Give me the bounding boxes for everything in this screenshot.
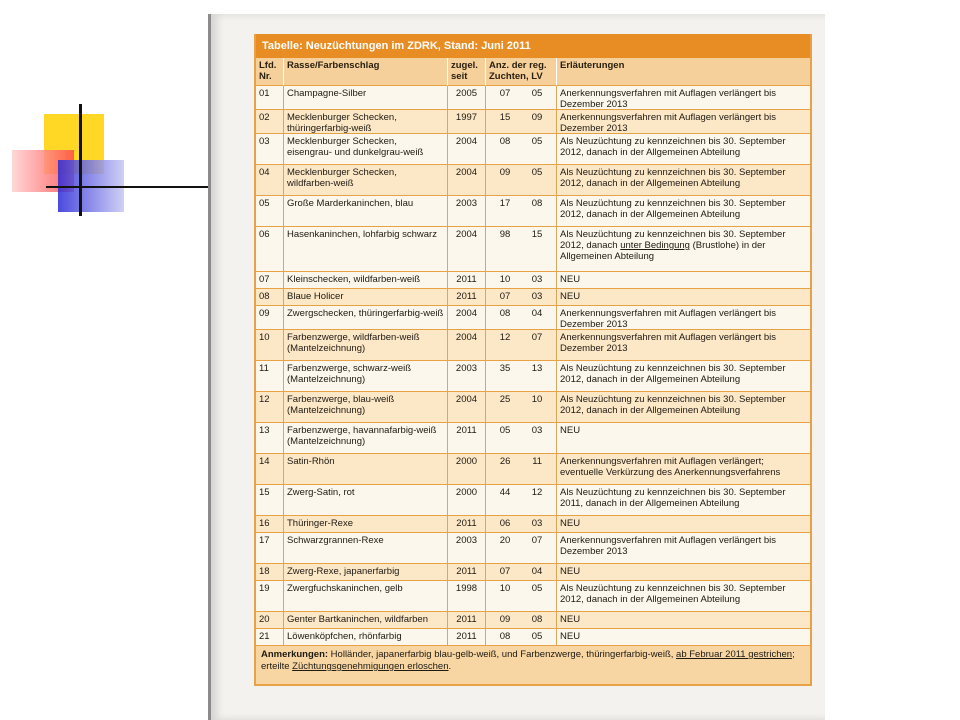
- cell-zuchten: 07: [499, 291, 511, 302]
- cell-anz: [486, 134, 557, 165]
- note-text-1: Holländer, japanerfarbig blau-gelb-weiß, und Farbenzwerge, thüringerfarbig-weiß,: [328, 649, 677, 660]
- cell-nr: 06: [256, 227, 284, 272]
- cell-zugel: 2003: [448, 533, 486, 564]
- cell-nr: 17: [256, 533, 284, 564]
- cell-lv: 04: [531, 308, 543, 319]
- cell-erl: NEU: [557, 629, 810, 646]
- cell-lv: 15: [531, 229, 543, 240]
- cell-rasse: Thüringer-Rexe: [284, 516, 448, 533]
- note-label: Anmerkungen:: [261, 649, 329, 660]
- cell-zugel: 2011: [448, 564, 486, 581]
- cell-lv: 04: [531, 566, 543, 577]
- cell-rasse: Farbenzwerge, wildfarben-weiß (Mantelzeichnung): [284, 330, 448, 361]
- header-erl: Erläuterungen: [557, 58, 810, 86]
- table-row: [256, 306, 810, 330]
- deco-line-horizontal: [46, 186, 208, 188]
- note-text-3: .: [448, 661, 452, 672]
- cell-erl: Anerkennungsverfahren mit Auflagen verlängert bis Dezember 2013: [557, 306, 810, 330]
- cell-nr: 14: [256, 454, 284, 485]
- cell-zugel: 2004: [448, 134, 486, 165]
- cell-zugel: 2004: [448, 306, 486, 330]
- cell-zugel: 2004: [448, 392, 486, 423]
- cell-erl: Anerkennungsverfahren mit Auflagen verlängert bis Dezember 2013: [557, 533, 810, 564]
- cell-zuchten: 06: [499, 518, 511, 529]
- cell-zugel: 2011: [448, 289, 486, 306]
- cell-erl: Als Neuzüchtung zu kennzeichnen bis 30. September 2012, danach in der Allgemeinen Abteilung: [557, 196, 810, 227]
- cell-anz: [486, 227, 557, 272]
- table-title: Tabelle: Neuzüchtungen im ZDRK, Stand: Juni 2011: [256, 34, 810, 58]
- cell-anz: [486, 272, 557, 289]
- cell-anz: [486, 289, 557, 306]
- cell-nr: 02: [256, 110, 284, 134]
- header-rasse: Rasse/Farbenschlag: [284, 58, 448, 86]
- cell-lv: 08: [531, 198, 543, 209]
- cell-anz: [486, 533, 557, 564]
- header-nr: Lfd. Nr.: [256, 58, 284, 86]
- cell-zugel: 2000: [448, 454, 486, 485]
- cell-erl: Als Neuzüchtung zu kennzeichnen bis 30. September 2012, danach in der Allgemeinen Abteilung: [557, 134, 810, 165]
- table-row: [256, 423, 810, 454]
- table-row: [256, 361, 810, 392]
- deco-line-vertical: [79, 104, 82, 216]
- cell-lv: 12: [531, 487, 543, 498]
- cell-nr: 03: [256, 134, 284, 165]
- table-body: [256, 86, 810, 646]
- cell-zuchten: 08: [499, 136, 511, 147]
- cell-zugel: 2000: [448, 485, 486, 516]
- cell-anz: [486, 564, 557, 581]
- cell-rasse: Zwerg-Satin, rot: [284, 485, 448, 516]
- cell-nr: 10: [256, 330, 284, 361]
- cell-zugel: 2011: [448, 272, 486, 289]
- table-header: [256, 58, 810, 86]
- cell-lv: 05: [531, 631, 543, 642]
- cell-zuchten: 98: [499, 229, 511, 240]
- cell-zugel: 1998: [448, 581, 486, 612]
- cell-zuchten: 12: [499, 332, 511, 343]
- cell-erl: [557, 227, 810, 272]
- cell-zuchten: 07: [499, 88, 511, 99]
- cell-anz: [486, 330, 557, 361]
- cell-erl: Als Neuzüchtung zu kennzeichnen bis 30. September 2012, danach in der Allgemeinen Abteilung: [557, 581, 810, 612]
- cell-lv: 08: [531, 614, 543, 625]
- cell-nr: 05: [256, 196, 284, 227]
- cell-erl-text: (Brustlohe) in der Allgemeinen Abteilung: [560, 240, 766, 262]
- cell-lv: 09: [531, 112, 543, 123]
- cell-lv: 07: [531, 535, 543, 546]
- cell-erl: Als Neuzüchtung zu kennzeichnen bis 30. September 2012, danach in der Allgemeinen Abteilung: [557, 165, 810, 196]
- cell-erl: Anerkennungsverfahren mit Auflagen verlängert; eventuelle Verkürzung des Anerkennungsverfahrens: [557, 454, 810, 485]
- cell-anz: [486, 454, 557, 485]
- cell-erl: Als Neuzüchtung zu kennzeichnen bis 30. September 2012, danach in der Allgemeinen Abteilung: [557, 361, 810, 392]
- cell-erl: Als Neuzüchtung zu kennzeichnen bis 30. September 2011, danach in der Allgemeinen Abteilung: [557, 485, 810, 516]
- cell-zugel: 2011: [448, 516, 486, 533]
- cell-zugel: 2011: [448, 612, 486, 629]
- table-row: [256, 330, 810, 361]
- cell-rasse: Farbenzwerge, havannafarbig-weiß (Mantelzeichnung): [284, 423, 448, 454]
- table-row: [256, 533, 810, 564]
- cell-erl: NEU: [557, 612, 810, 629]
- header-anz: Anz. der reg. Zuchten, LV: [486, 58, 557, 86]
- cell-zuchten: 10: [499, 583, 511, 594]
- cell-zuchten: 10: [499, 274, 511, 285]
- cell-zuchten: 44: [499, 487, 511, 498]
- header-zugel: zugel. seit: [448, 58, 486, 86]
- cell-zuchten: 05: [499, 425, 511, 436]
- cell-nr: 07: [256, 272, 284, 289]
- cell-lv: 10: [531, 394, 543, 405]
- cell-erl: NEU: [557, 564, 810, 581]
- cell-zuchten: 07: [499, 566, 511, 577]
- cell-rasse: Löwenköpfchen, rhönfarbig: [284, 629, 448, 646]
- cell-rasse: Zwergschecken, thüringerfarbig-weiß: [284, 306, 448, 330]
- cell-rasse: Mecklenburger Schecken, eisengrau- und dunkelgrau-weiß: [284, 134, 448, 165]
- cell-anz: [486, 516, 557, 533]
- cell-zugel: 2004: [448, 330, 486, 361]
- cell-nr: 15: [256, 485, 284, 516]
- cell-zugel: 2004: [448, 165, 486, 196]
- table-row: [256, 86, 810, 110]
- note-text-2: ; erteilte: [261, 649, 795, 672]
- cell-zugel: 2011: [448, 629, 486, 646]
- table-row: [256, 629, 810, 646]
- cell-rasse: Große Marderkaninchen, blau: [284, 196, 448, 227]
- cell-lv: 13: [531, 363, 543, 374]
- cell-rasse: Zwergfuchskaninchen, gelb: [284, 581, 448, 612]
- cell-nr: 08: [256, 289, 284, 306]
- cell-zugel: 2005: [448, 86, 486, 110]
- cell-rasse: Farbenzwerge, schwarz-weiß (Mantelzeichnung): [284, 361, 448, 392]
- cell-erl-underline: unter Bedingung: [620, 240, 690, 251]
- table-row: [256, 392, 810, 423]
- cell-erl-text: Als Neuzüchtung zu kennzeichnen bis 30. September 2012, danach: [560, 229, 786, 251]
- cell-lv: 03: [531, 425, 543, 436]
- cell-anz: [486, 196, 557, 227]
- cell-zuchten: 15: [499, 112, 511, 123]
- cell-rasse: Blaue Holicer: [284, 289, 448, 306]
- cell-zugel: 2004: [448, 227, 486, 272]
- cell-rasse: Kleinschecken, wildfarben-weiß: [284, 272, 448, 289]
- cell-nr: 19: [256, 581, 284, 612]
- cell-lv: 03: [531, 274, 543, 285]
- cell-nr: 13: [256, 423, 284, 454]
- note-underline-1: ab Februar 2011 gestrichen: [676, 649, 793, 660]
- table-row: [256, 612, 810, 629]
- cell-rasse: Champagne-Silber: [284, 86, 448, 110]
- cell-nr: 04: [256, 165, 284, 196]
- cell-rasse: Mecklenburger Schecken, thüringerfarbig-weiß: [284, 110, 448, 134]
- table-row: [256, 564, 810, 581]
- cell-erl: NEU: [557, 423, 810, 454]
- cell-erl: NEU: [557, 289, 810, 306]
- table-note: [256, 646, 810, 684]
- table-row: [256, 454, 810, 485]
- cell-lv: 05: [531, 167, 543, 178]
- cell-anz: [486, 485, 557, 516]
- cell-erl: NEU: [557, 516, 810, 533]
- cell-erl: NEU: [557, 272, 810, 289]
- cell-erl: Anerkennungsverfahren mit Auflagen verlängert bis Dezember 2013: [557, 110, 810, 134]
- cell-zugel: 2011: [448, 423, 486, 454]
- cell-nr: 12: [256, 392, 284, 423]
- cell-lv: 07: [531, 332, 543, 343]
- cell-zuchten: 26: [499, 456, 511, 467]
- table-row: [256, 485, 810, 516]
- cell-zuchten: 09: [499, 167, 511, 178]
- table-row: [256, 272, 810, 289]
- cell-lv: 05: [531, 88, 543, 99]
- cell-anz: [486, 86, 557, 110]
- cell-nr: 16: [256, 516, 284, 533]
- cell-zuchten: 08: [499, 631, 511, 642]
- breeds-table: [254, 34, 812, 686]
- cell-anz: [486, 392, 557, 423]
- cell-rasse: Satin-Rhön: [284, 454, 448, 485]
- table-row: [256, 227, 810, 272]
- cell-nr: 09: [256, 306, 284, 330]
- cell-zuchten: 17: [499, 198, 511, 209]
- cell-zuchten: 08: [499, 308, 511, 319]
- cell-anz: [486, 423, 557, 454]
- cell-zugel: 2003: [448, 196, 486, 227]
- cell-erl: Anerkennungsverfahren mit Auflagen verlängert bis Dezember 2013: [557, 330, 810, 361]
- cell-zuchten: 35: [499, 363, 511, 374]
- cell-zuchten: 09: [499, 614, 511, 625]
- cell-anz: [486, 306, 557, 330]
- cell-anz: [486, 361, 557, 392]
- cell-lv: 11: [532, 456, 543, 467]
- cell-rasse: Genter Bartkaninchen, wildfarben: [284, 612, 448, 629]
- cell-nr: 01: [256, 86, 284, 110]
- cell-zuchten: 25: [499, 394, 511, 405]
- cell-zugel: 1997: [448, 110, 486, 134]
- table-row: [256, 165, 810, 196]
- cell-nr: 11: [256, 361, 284, 392]
- table-row: [256, 110, 810, 134]
- table-row: [256, 289, 810, 306]
- cell-anz: [486, 165, 557, 196]
- cell-rasse: Mecklenburger Schecken, wildfarben-weiß: [284, 165, 448, 196]
- cell-anz: [486, 581, 557, 612]
- cell-rasse: Schwarzgrannen-Rexe: [284, 533, 448, 564]
- cell-anz: [486, 629, 557, 646]
- cell-zugel: 2003: [448, 361, 486, 392]
- cell-lv: 05: [531, 583, 543, 594]
- cell-erl: Anerkennungsverfahren mit Auflagen verlängert bis Dezember 2013: [557, 86, 810, 110]
- cell-rasse: Farbenzwerge, blau-weiß (Mantelzeichnung): [284, 392, 448, 423]
- cell-lv: 03: [531, 518, 543, 529]
- cell-zuchten: 20: [499, 535, 511, 546]
- cell-nr: 21: [256, 629, 284, 646]
- table-row: [256, 196, 810, 227]
- cell-rasse: Zwerg-Rexe, japanerfarbig: [284, 564, 448, 581]
- cell-erl: Als Neuzüchtung zu kennzeichnen bis 30. September 2012, danach in der Allgemeinen Abteilung: [557, 392, 810, 423]
- table-row: [256, 516, 810, 533]
- cell-anz: [486, 110, 557, 134]
- table-row: [256, 134, 810, 165]
- cell-nr: 20: [256, 612, 284, 629]
- note-underline-2: Züchtungsgenehmigungen erloschen: [292, 661, 449, 672]
- cell-anz: [486, 612, 557, 629]
- cell-rasse: Hasenkaninchen, lohfarbig schwarz: [284, 227, 448, 272]
- cell-lv: 03: [531, 291, 543, 302]
- cell-nr: 18: [256, 564, 284, 581]
- table-row: [256, 581, 810, 612]
- cell-lv: 05: [531, 136, 543, 147]
